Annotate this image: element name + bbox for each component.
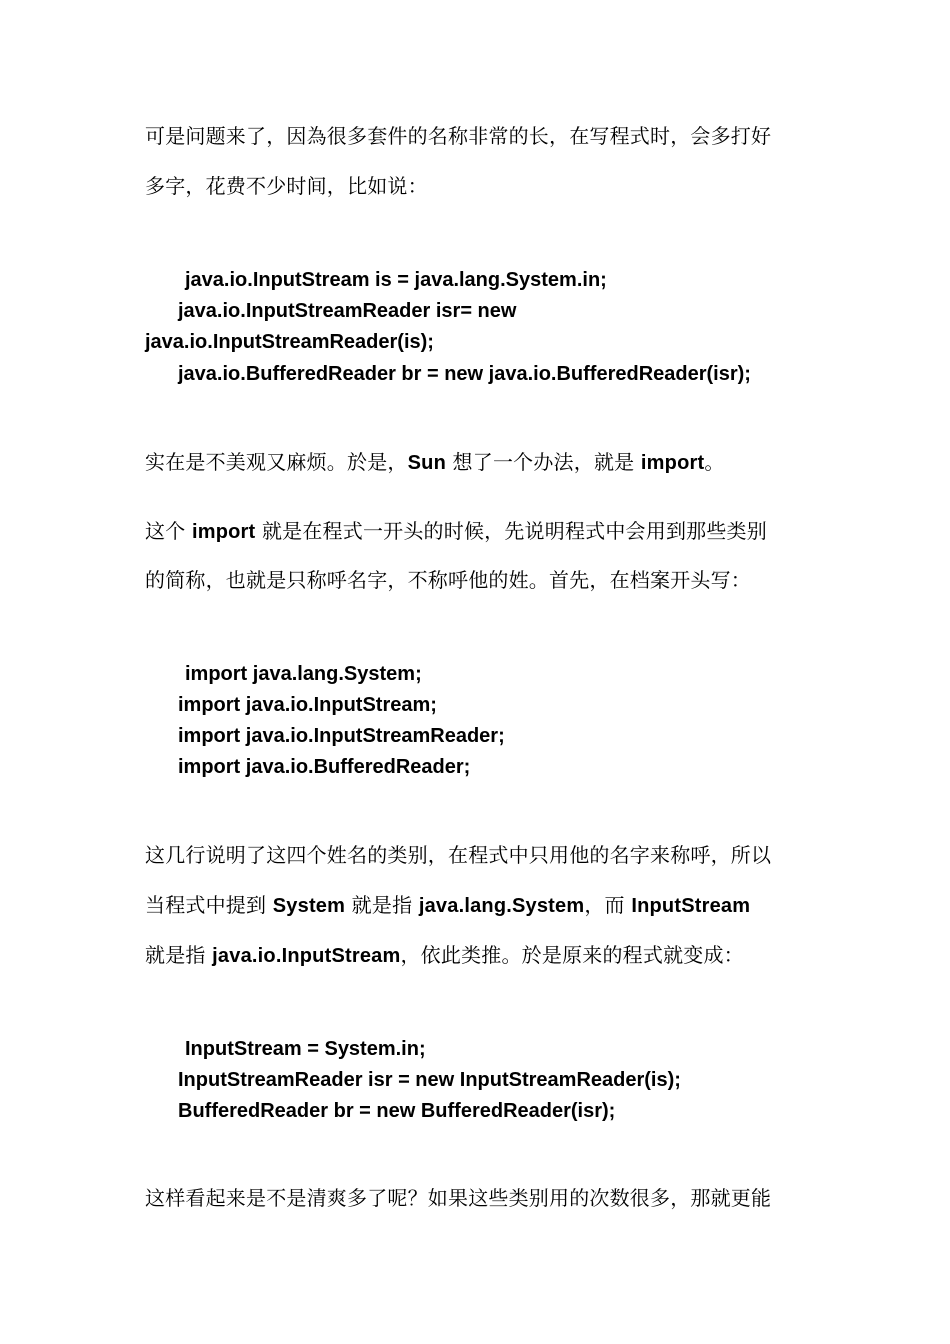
text-span: 。 bbox=[704, 450, 725, 474]
keyword-system: System bbox=[272, 895, 346, 917]
paragraph-3-line-1 bbox=[145, 519, 767, 544]
text-span: 当程式中提到 bbox=[145, 893, 273, 917]
paragraph-1-line-2: 多字，花费不少时间，比如说： bbox=[145, 174, 428, 198]
code-line: import java.lang.System; bbox=[185, 663, 422, 685]
code-line: import java.io.BufferedReader; bbox=[178, 756, 471, 778]
keyword-java-lang-system: java.lang.System bbox=[418, 895, 585, 917]
text-span: 就是指 bbox=[145, 943, 213, 967]
code-line: java.io.BufferedReader br = new java.io.BufferedReader(isr); bbox=[178, 363, 751, 385]
code-line: import java.io.InputStream; bbox=[178, 694, 437, 716]
code-line: BufferedReader br = new BufferedReader(isr); bbox=[178, 1100, 616, 1122]
text-span: 想了一个办法，就是 bbox=[445, 450, 641, 474]
keyword-import: import bbox=[191, 521, 256, 543]
code-line: java.io.InputStream is = java.lang.System.in; bbox=[185, 269, 607, 291]
paragraph-3-line-2: 的简称，也就是只称呼名字，不称呼他的姓。首先，在档案开头写： bbox=[145, 568, 751, 592]
code-line: import java.io.InputStreamReader; bbox=[178, 725, 505, 747]
code-line: java.io.InputStreamReader(is); bbox=[145, 331, 434, 353]
text-span: 就是在程式一开头的时候，先说明程式中会用到那些类别 bbox=[255, 519, 767, 543]
text-span: ，而 bbox=[584, 893, 632, 917]
keyword-import: import bbox=[640, 452, 705, 474]
paragraph-2 bbox=[145, 450, 725, 475]
paragraph-4-line-2 bbox=[145, 893, 750, 918]
paragraph-4-line-3 bbox=[145, 943, 744, 968]
paragraph-1-line-1: 可是问题来了，因為很多套件的名称非常的长，在写程式时，会多打好 bbox=[145, 124, 772, 148]
text-span: 就是指 bbox=[345, 893, 419, 917]
text-span: 这个 bbox=[145, 519, 192, 543]
paragraph-4-line-1: 这几行说明了这四个姓名的类别，在程式中只用他的名字来称呼，所以 bbox=[145, 843, 772, 867]
keyword-inputstream: InputStream bbox=[631, 895, 751, 917]
keyword-sun: Sun bbox=[407, 452, 446, 474]
code-line: InputStreamReader isr = new InputStreamReader(is); bbox=[178, 1069, 681, 1091]
code-line: InputStream = System.in; bbox=[185, 1038, 426, 1060]
code-line: java.io.InputStreamReader isr= new bbox=[178, 300, 517, 322]
keyword-java-io-inputstream: java.io.InputStream bbox=[212, 945, 401, 967]
text-span: 实在是不美观又麻烦。於是， bbox=[145, 450, 408, 474]
text-span: ，依此类推。於是原来的程式就变成： bbox=[400, 943, 744, 967]
paragraph-5-line-1: 这样看起来是不是清爽多了呢？如果这些类别用的次数很多，那就更能 bbox=[145, 1186, 772, 1210]
